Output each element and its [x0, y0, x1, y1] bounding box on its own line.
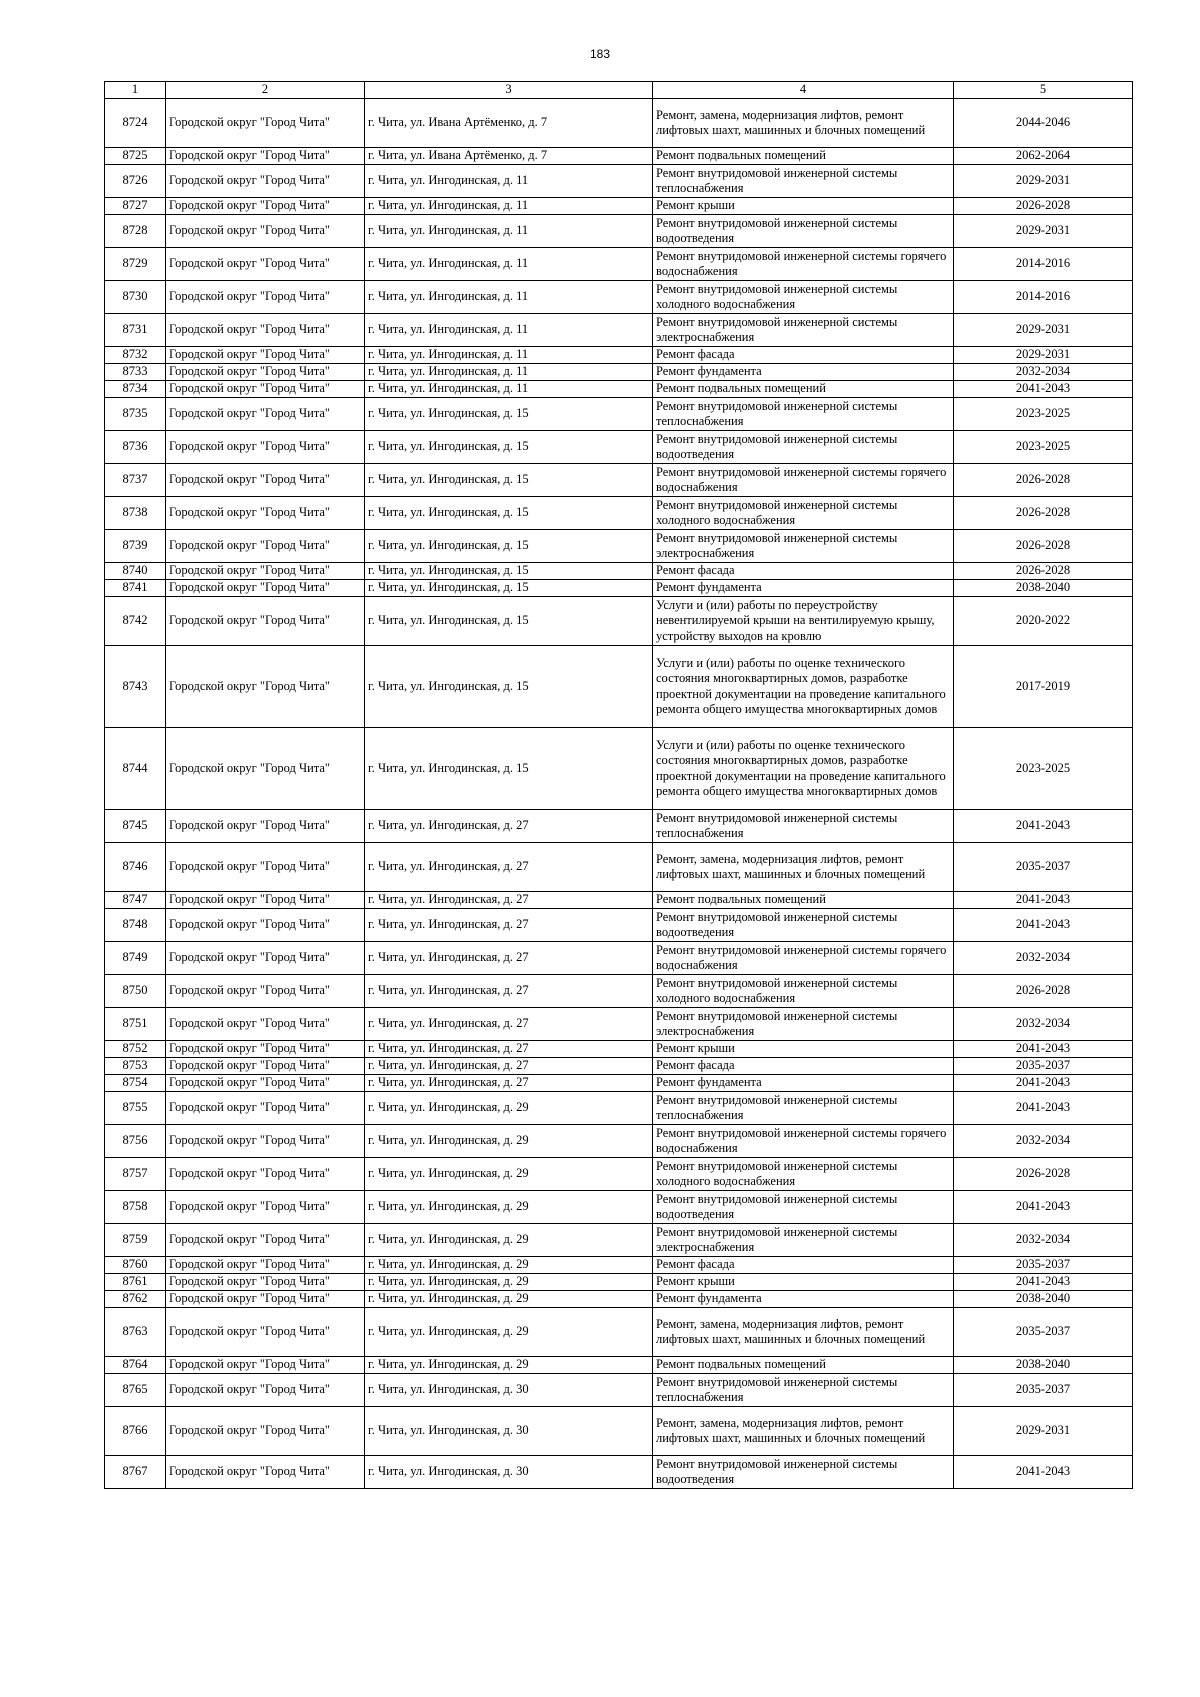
period-cell: 2041-2043	[954, 892, 1133, 909]
work-type-cell: Ремонт внутридомовой инженерной системы холодного водоснабжения	[653, 497, 954, 530]
work-type-cell: Ремонт внутридомовой инженерной системы горячего водоснабжения	[653, 1125, 954, 1158]
address-cell: г. Чита, ул. Ингодинская, д. 27	[365, 1058, 653, 1075]
period-cell: 2041-2043	[954, 381, 1133, 398]
table-row	[105, 942, 1133, 975]
work-type-cell: Ремонт внутридомовой инженерной системы электроснабжения	[653, 1224, 954, 1257]
work-type-cell: Ремонт внутридомовой инженерной системы теплоснабжения	[653, 1374, 954, 1407]
period-cell: 2026-2028	[954, 198, 1133, 215]
table-row	[105, 464, 1133, 497]
table-row	[105, 563, 1133, 580]
work-type-cell: Ремонт внутридомовой инженерной системы холодного водоснабжения	[653, 281, 954, 314]
period-cell: 2041-2043	[954, 1092, 1133, 1125]
table-row	[105, 909, 1133, 942]
municipality-cell: Городской округ "Город Чита"	[166, 1374, 365, 1407]
address-cell: г. Чита, ул. Ингодинская, д. 29	[365, 1291, 653, 1308]
header-row	[105, 82, 1133, 99]
row-number: 8737	[105, 464, 166, 497]
row-number: 8755	[105, 1092, 166, 1125]
period-cell: 2041-2043	[954, 909, 1133, 942]
period-cell: 2026-2028	[954, 464, 1133, 497]
period-cell: 2029-2031	[954, 314, 1133, 347]
table-body	[105, 99, 1133, 1489]
work-type-cell: Ремонт внутридомовой инженерной системы электроснабжения	[653, 530, 954, 563]
address-cell: г. Чита, ул. Ингодинская, д. 15	[365, 728, 653, 810]
period-cell: 2032-2034	[954, 1224, 1133, 1257]
address-cell: г. Чита, ул. Ингодинская, д. 15	[365, 464, 653, 497]
address-cell: г. Чита, ул. Ингодинская, д. 11	[365, 314, 653, 347]
period-cell: 2032-2034	[954, 364, 1133, 381]
municipality-cell: Городской округ "Город Чита"	[166, 563, 365, 580]
row-number: 8734	[105, 381, 166, 398]
table-row	[105, 198, 1133, 215]
table-row	[105, 1357, 1133, 1374]
table-row	[105, 1058, 1133, 1075]
address-cell: г. Чита, ул. Ингодинская, д. 27	[365, 1008, 653, 1041]
row-number: 8740	[105, 563, 166, 580]
period-cell: 2020-2022	[954, 597, 1133, 646]
period-cell: 2014-2016	[954, 248, 1133, 281]
table-row	[105, 646, 1133, 728]
address-cell: г. Чита, ул. Ингодинская, д. 11	[365, 381, 653, 398]
municipality-cell: Городской округ "Город Чита"	[166, 580, 365, 597]
municipality-cell: Городской округ "Город Чита"	[166, 347, 365, 364]
municipality-cell: Городской округ "Город Чита"	[166, 1008, 365, 1041]
row-number: 8751	[105, 1008, 166, 1041]
period-cell: 2035-2037	[954, 1058, 1133, 1075]
table-row	[105, 1158, 1133, 1191]
municipality-cell: Городской округ "Город Чита"	[166, 1308, 365, 1357]
work-type-cell: Ремонт крыши	[653, 1041, 954, 1058]
work-type-cell: Ремонт подвальных помещений	[653, 148, 954, 165]
table-row	[105, 1092, 1133, 1125]
work-type-cell: Ремонт фундамента	[653, 1291, 954, 1308]
address-cell: г. Чита, ул. Ингодинская, д. 30	[365, 1374, 653, 1407]
work-type-cell: Ремонт, замена, модернизация лифтов, ремонт лифтовых шахт, машинных и блочных помещений	[653, 1308, 954, 1357]
table-row	[105, 347, 1133, 364]
period-cell: 2014-2016	[954, 281, 1133, 314]
row-number: 8759	[105, 1224, 166, 1257]
address-cell: г. Чита, ул. Ингодинская, д. 29	[365, 1092, 653, 1125]
municipality-cell: Городской округ "Город Чита"	[166, 1257, 365, 1274]
municipality-cell: Городской округ "Город Чита"	[166, 431, 365, 464]
table-row	[105, 99, 1133, 148]
period-cell: 2026-2028	[954, 497, 1133, 530]
table-row	[105, 1456, 1133, 1489]
row-number: 8762	[105, 1291, 166, 1308]
row-number: 8753	[105, 1058, 166, 1075]
work-type-cell: Ремонт внутридомовой инженерной системы водоотведения	[653, 909, 954, 942]
address-cell: г. Чита, ул. Ингодинская, д. 29	[365, 1257, 653, 1274]
period-cell: 2044-2046	[954, 99, 1133, 148]
work-type-cell: Ремонт крыши	[653, 198, 954, 215]
municipality-cell: Городской округ "Город Чита"	[166, 198, 365, 215]
municipality-cell: Городской округ "Город Чита"	[166, 248, 365, 281]
row-number: 8754	[105, 1075, 166, 1092]
table-row	[105, 281, 1133, 314]
municipality-cell: Городской округ "Город Чита"	[166, 148, 365, 165]
period-cell: 2041-2043	[954, 1191, 1133, 1224]
period-cell: 2041-2043	[954, 1274, 1133, 1291]
column-header: 5	[954, 82, 1133, 99]
table-row	[105, 314, 1133, 347]
address-cell: г. Чита, ул. Ингодинская, д. 27	[365, 942, 653, 975]
row-number: 8745	[105, 810, 166, 843]
table-row	[105, 810, 1133, 843]
work-type-cell: Ремонт внутридомовой инженерной системы водоотведения	[653, 215, 954, 248]
table-row	[105, 165, 1133, 198]
municipality-cell: Городской округ "Город Чита"	[166, 728, 365, 810]
address-cell: г. Чита, ул. Ингодинская, д. 29	[365, 1274, 653, 1291]
row-number: 8732	[105, 347, 166, 364]
municipality-cell: Городской округ "Город Чита"	[166, 530, 365, 563]
row-number: 8763	[105, 1308, 166, 1357]
row-number: 8735	[105, 398, 166, 431]
row-number: 8756	[105, 1125, 166, 1158]
row-number: 8738	[105, 497, 166, 530]
period-cell: 2038-2040	[954, 1357, 1133, 1374]
work-type-cell: Услуги и (или) работы по оценке технического состояния многоквартирных домов, разработке проектной документации на проведение капитального ремонта общего имущества многоквартирных домов	[653, 728, 954, 810]
row-number: 8747	[105, 892, 166, 909]
address-cell: г. Чита, ул. Ингодинская, д. 11	[365, 347, 653, 364]
municipality-cell: Городской округ "Город Чита"	[166, 942, 365, 975]
municipality-cell: Городской округ "Город Чита"	[166, 1125, 365, 1158]
period-cell: 2041-2043	[954, 810, 1133, 843]
municipality-cell: Городской округ "Город Чита"	[166, 1407, 365, 1456]
period-cell: 2041-2043	[954, 1041, 1133, 1058]
address-cell: г. Чита, ул. Ингодинская, д. 29	[365, 1308, 653, 1357]
address-cell: г. Чита, ул. Ингодинская, д. 15	[365, 646, 653, 728]
municipality-cell: Городской округ "Город Чита"	[166, 497, 365, 530]
table-row	[105, 1125, 1133, 1158]
table-row	[105, 1191, 1133, 1224]
table-row	[105, 1224, 1133, 1257]
row-number: 8728	[105, 215, 166, 248]
table-row	[105, 381, 1133, 398]
work-type-cell: Ремонт фундамента	[653, 364, 954, 381]
table-row	[105, 530, 1133, 563]
work-type-cell: Ремонт фасада	[653, 347, 954, 364]
period-cell: 2023-2025	[954, 728, 1133, 810]
table-row	[105, 248, 1133, 281]
period-cell: 2038-2040	[954, 1291, 1133, 1308]
table-row	[105, 1274, 1133, 1291]
address-cell: г. Чита, ул. Ингодинская, д. 27	[365, 843, 653, 892]
municipality-cell: Городской округ "Город Чита"	[166, 1041, 365, 1058]
period-cell: 2029-2031	[954, 215, 1133, 248]
work-type-cell: Ремонт подвальных помещений	[653, 892, 954, 909]
table-row	[105, 580, 1133, 597]
municipality-cell: Городской округ "Город Чита"	[166, 1456, 365, 1489]
address-cell: г. Чита, ул. Ингодинская, д. 27	[365, 1075, 653, 1092]
row-number: 8765	[105, 1374, 166, 1407]
period-cell: 2029-2031	[954, 1407, 1133, 1456]
address-cell: г. Чита, ул. Ингодинская, д. 11	[365, 215, 653, 248]
work-type-cell: Услуги и (или) работы по оценке технического состояния многоквартирных домов, разработке проектной документации на проведение капитального ремонта общего имущества многоквартирных домов	[653, 646, 954, 728]
municipality-cell: Городской округ "Город Чита"	[166, 597, 365, 646]
municipality-cell: Городской округ "Город Чита"	[166, 1191, 365, 1224]
table-row	[105, 597, 1133, 646]
address-cell: г. Чита, ул. Ивана Артёменко, д. 7	[365, 99, 653, 148]
municipality-cell: Городской округ "Город Чита"	[166, 165, 365, 198]
address-cell: г. Чита, ул. Ингодинская, д. 11	[365, 165, 653, 198]
work-type-cell: Ремонт внутридомовой инженерной системы теплоснабжения	[653, 165, 954, 198]
work-type-cell: Ремонт внутридомовой инженерной системы холодного водоснабжения	[653, 1158, 954, 1191]
municipality-cell: Городской округ "Город Чита"	[166, 1092, 365, 1125]
work-type-cell: Ремонт фасада	[653, 1257, 954, 1274]
work-type-cell: Услуги и (или) работы по переустройству невентилируемой крыши на вентилируемую крышу, устройству выходов на кровлю	[653, 597, 954, 646]
table-row	[105, 364, 1133, 381]
row-number: 8726	[105, 165, 166, 198]
municipality-cell: Городской округ "Город Чита"	[166, 215, 365, 248]
address-cell: г. Чита, ул. Ингодинская, д. 29	[365, 1224, 653, 1257]
row-number: 8741	[105, 580, 166, 597]
work-type-cell: Ремонт внутридомовой инженерной системы теплоснабжения	[653, 398, 954, 431]
address-cell: г. Чита, ул. Ингодинская, д. 15	[365, 530, 653, 563]
address-cell: г. Чита, ул. Ингодинская, д. 27	[365, 1041, 653, 1058]
address-cell: г. Чита, ул. Ивана Артёменко, д. 7	[365, 148, 653, 165]
table-row	[105, 1041, 1133, 1058]
address-cell: г. Чита, ул. Ингодинская, д. 15	[365, 580, 653, 597]
period-cell: 2035-2037	[954, 1374, 1133, 1407]
page-number: 183	[589, 47, 611, 61]
period-cell: 2026-2028	[954, 1158, 1133, 1191]
row-number: 8725	[105, 148, 166, 165]
row-number: 8727	[105, 198, 166, 215]
address-cell: г. Чита, ул. Ингодинская, д. 30	[365, 1456, 653, 1489]
column-header: 3	[365, 82, 653, 99]
work-type-cell: Ремонт, замена, модернизация лифтов, ремонт лифтовых шахт, машинных и блочных помещений	[653, 843, 954, 892]
municipality-cell: Городской округ "Город Чита"	[166, 99, 365, 148]
table-row	[105, 398, 1133, 431]
row-number: 8764	[105, 1357, 166, 1374]
period-cell: 2035-2037	[954, 1257, 1133, 1274]
address-cell: г. Чита, ул. Ингодинская, д. 29	[365, 1158, 653, 1191]
column-header: 1	[105, 82, 166, 99]
municipality-cell: Городской округ "Город Чита"	[166, 1058, 365, 1075]
address-cell: г. Чита, ул. Ингодинская, д. 15	[365, 563, 653, 580]
row-number: 8750	[105, 975, 166, 1008]
municipality-cell: Городской округ "Город Чита"	[166, 892, 365, 909]
table-row	[105, 215, 1133, 248]
work-type-cell: Ремонт внутридомовой инженерной системы водоотведения	[653, 1191, 954, 1224]
municipality-cell: Городской округ "Город Чита"	[166, 646, 365, 728]
address-cell: г. Чита, ул. Ингодинская, д. 11	[365, 248, 653, 281]
municipality-cell: Городской округ "Город Чита"	[166, 843, 365, 892]
table-row	[105, 843, 1133, 892]
work-type-cell: Ремонт внутридомовой инженерной системы электроснабжения	[653, 1008, 954, 1041]
work-type-cell: Ремонт внутридомовой инженерной системы теплоснабжения	[653, 1092, 954, 1125]
address-cell: г. Чита, ул. Ингодинская, д. 15	[365, 431, 653, 464]
municipality-cell: Городской округ "Город Чита"	[166, 1291, 365, 1308]
address-cell: г. Чита, ул. Ингодинская, д. 30	[365, 1407, 653, 1456]
period-cell: 2029-2031	[954, 165, 1133, 198]
row-number: 8730	[105, 281, 166, 314]
row-number: 8736	[105, 431, 166, 464]
municipality-cell: Городской округ "Город Чита"	[166, 381, 365, 398]
row-number: 8757	[105, 1158, 166, 1191]
work-type-cell: Ремонт внутридомовой инженерной системы теплоснабжения	[653, 810, 954, 843]
municipality-cell: Городской округ "Город Чита"	[166, 810, 365, 843]
address-cell: г. Чита, ул. Ингодинская, д. 27	[365, 892, 653, 909]
address-cell: г. Чита, ул. Ингодинская, д. 15	[365, 597, 653, 646]
table-row	[105, 1308, 1133, 1357]
row-number: 8749	[105, 942, 166, 975]
work-type-cell: Ремонт подвальных помещений	[653, 1357, 954, 1374]
work-type-cell: Ремонт внутридомовой инженерной системы водоотведения	[653, 431, 954, 464]
municipality-cell: Городской округ "Город Чита"	[166, 1357, 365, 1374]
work-type-cell: Ремонт фундамента	[653, 580, 954, 597]
table-row	[105, 1291, 1133, 1308]
table-row	[105, 1075, 1133, 1092]
work-type-cell: Ремонт внутридомовой инженерной системы горячего водоснабжения	[653, 248, 954, 281]
address-cell: г. Чита, ул. Ингодинская, д. 29	[365, 1191, 653, 1224]
row-number: 8760	[105, 1257, 166, 1274]
address-cell: г. Чита, ул. Ингодинская, д. 11	[365, 364, 653, 381]
work-type-cell: Ремонт фундамента	[653, 1075, 954, 1092]
municipality-cell: Городской округ "Город Чита"	[166, 1274, 365, 1291]
row-number: 8746	[105, 843, 166, 892]
municipality-cell: Городской округ "Город Чита"	[166, 314, 365, 347]
municipality-cell: Городской округ "Город Чита"	[166, 281, 365, 314]
work-type-cell: Ремонт, замена, модернизация лифтов, ремонт лифтовых шахт, машинных и блочных помещений	[653, 99, 954, 148]
table-row	[105, 728, 1133, 810]
work-type-cell: Ремонт внутридомовой инженерной системы водоотведения	[653, 1456, 954, 1489]
row-number: 8729	[105, 248, 166, 281]
work-type-cell: Ремонт крыши	[653, 1274, 954, 1291]
row-number: 8742	[105, 597, 166, 646]
municipality-cell: Городской округ "Город Чита"	[166, 364, 365, 381]
table-row	[105, 1374, 1133, 1407]
address-cell: г. Чита, ул. Ингодинская, д. 29	[365, 1125, 653, 1158]
work-type-cell: Ремонт внутридомовой инженерной системы горячего водоснабжения	[653, 464, 954, 497]
work-type-cell: Ремонт фасада	[653, 1058, 954, 1075]
address-cell: г. Чита, ул. Ингодинская, д. 15	[365, 497, 653, 530]
capital-repair-table	[104, 81, 1133, 1489]
row-number: 8739	[105, 530, 166, 563]
period-cell: 2032-2034	[954, 942, 1133, 975]
period-cell: 2023-2025	[954, 431, 1133, 464]
period-cell: 2026-2028	[954, 530, 1133, 563]
period-cell: 2041-2043	[954, 1075, 1133, 1092]
period-cell: 2041-2043	[954, 1456, 1133, 1489]
row-number: 8767	[105, 1456, 166, 1489]
work-type-cell: Ремонт внутридомовой инженерной системы холодного водоснабжения	[653, 975, 954, 1008]
table-row	[105, 1257, 1133, 1274]
table-row	[105, 892, 1133, 909]
period-cell: 2035-2037	[954, 1308, 1133, 1357]
work-type-cell: Ремонт фасада	[653, 563, 954, 580]
row-number: 8748	[105, 909, 166, 942]
table-row	[105, 1407, 1133, 1456]
address-cell: г. Чита, ул. Ингодинская, д. 15	[365, 398, 653, 431]
table-row	[105, 148, 1133, 165]
period-cell: 2029-2031	[954, 347, 1133, 364]
period-cell: 2032-2034	[954, 1125, 1133, 1158]
address-cell: г. Чита, ул. Ингодинская, д. 27	[365, 909, 653, 942]
period-cell: 2062-2064	[954, 148, 1133, 165]
municipality-cell: Городской округ "Город Чита"	[166, 1075, 365, 1092]
municipality-cell: Городской округ "Город Чита"	[166, 909, 365, 942]
row-number: 8758	[105, 1191, 166, 1224]
work-type-cell: Ремонт внутридомовой инженерной системы горячего водоснабжения	[653, 942, 954, 975]
municipality-cell: Городской округ "Город Чита"	[166, 1158, 365, 1191]
address-cell: г. Чита, ул. Ингодинская, д. 11	[365, 281, 653, 314]
row-number: 8743	[105, 646, 166, 728]
period-cell: 2023-2025	[954, 398, 1133, 431]
period-cell: 2035-2037	[954, 843, 1133, 892]
period-cell: 2017-2019	[954, 646, 1133, 728]
address-cell: г. Чита, ул. Ингодинская, д. 29	[365, 1357, 653, 1374]
row-number: 8733	[105, 364, 166, 381]
table-row	[105, 975, 1133, 1008]
address-cell: г. Чита, ул. Ингодинская, д. 27	[365, 975, 653, 1008]
period-cell: 2026-2028	[954, 975, 1133, 1008]
table-row	[105, 1008, 1133, 1041]
column-header: 4	[653, 82, 954, 99]
row-number: 8761	[105, 1274, 166, 1291]
work-type-cell: Ремонт, замена, модернизация лифтов, ремонт лифтовых шахт, машинных и блочных помещений	[653, 1407, 954, 1456]
municipality-cell: Городской округ "Город Чита"	[166, 398, 365, 431]
row-number: 8766	[105, 1407, 166, 1456]
column-header: 2	[166, 82, 365, 99]
municipality-cell: Городской округ "Город Чита"	[166, 1224, 365, 1257]
address-cell: г. Чита, ул. Ингодинская, д. 27	[365, 810, 653, 843]
row-number: 8744	[105, 728, 166, 810]
period-cell: 2032-2034	[954, 1008, 1133, 1041]
work-type-cell: Ремонт внутридомовой инженерной системы электроснабжения	[653, 314, 954, 347]
row-number: 8731	[105, 314, 166, 347]
address-cell: г. Чита, ул. Ингодинская, д. 11	[365, 198, 653, 215]
work-type-cell: Ремонт подвальных помещений	[653, 381, 954, 398]
municipality-cell: Городской округ "Город Чита"	[166, 464, 365, 497]
row-number: 8724	[105, 99, 166, 148]
period-cell: 2038-2040	[954, 580, 1133, 597]
municipality-cell: Городской округ "Город Чита"	[166, 975, 365, 1008]
row-number: 8752	[105, 1041, 166, 1058]
period-cell: 2026-2028	[954, 563, 1133, 580]
table-row	[105, 431, 1133, 464]
table-row	[105, 497, 1133, 530]
